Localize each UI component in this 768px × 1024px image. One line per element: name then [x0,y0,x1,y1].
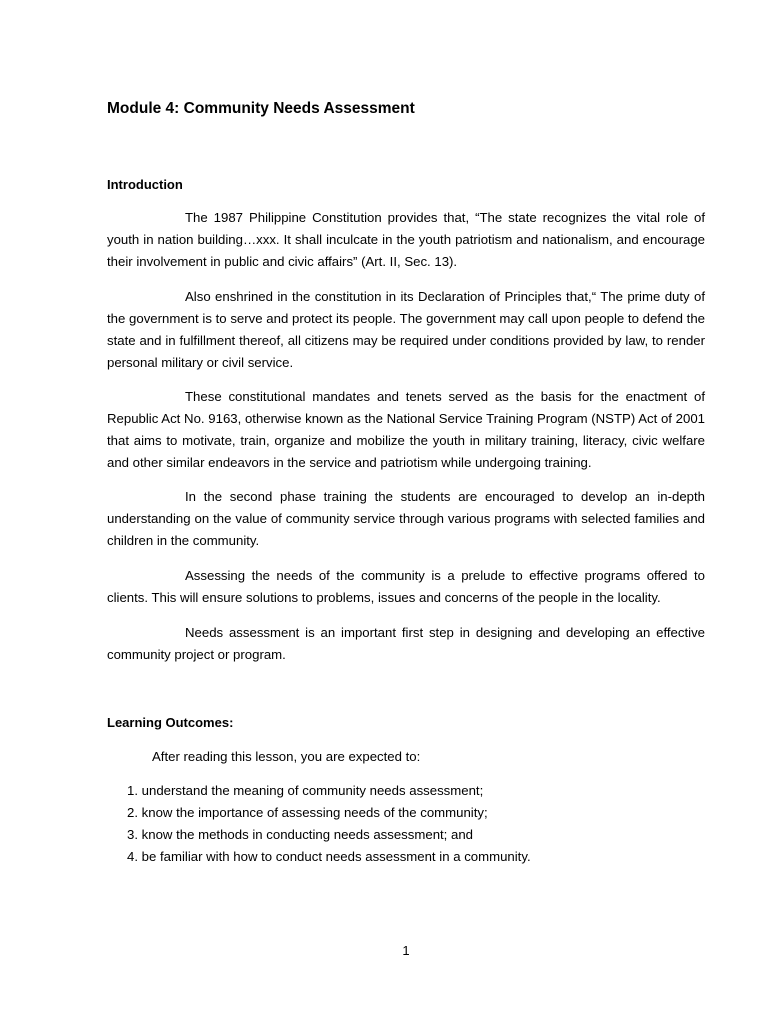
intro-paragraph: Needs assessment is an important first step in designing and developing an effective community project or program. [107,625,705,662]
learning-outcomes-lead: After reading this lesson, you are expected to: [152,749,421,764]
introduction-heading: Introduction [107,177,183,192]
list-item: 1. understand the meaning of community needs assessment; [127,783,484,798]
intro-paragraph: These constitutional mandates and tenets served as the basis for the enactment of Republic Act No. 9163, otherwise known as the National Service Training Program (NSTP) Act of 2001 that aims to motivate, train, organize and mobilize the youth in military training, literacy, civic welfare and other similar endeavors in the service and patriotism while undergoing training. [107,389,705,470]
list-item: 4. be familiar with how to conduct needs assessment in a community. [127,849,531,864]
module-title: Module 4: Community Needs Assessment [107,100,415,117]
list-item: 2. know the importance of assessing needs of the community; [127,805,488,820]
intro-paragraph: In the second phase training the students are encouraged to develop an in-depth understanding on the value of community service through various programs with selected families and children in the community. [107,489,705,548]
list-item: 3. know the methods in conducting needs assessment; and [127,827,474,842]
learning-outcomes-list [127,780,531,868]
intro-paragraph: Assessing the needs of the community is a prelude to effective programs offered to clients. This will ensure solutions to problems, issues and concerns of the people in the locality. [107,568,705,605]
intro-paragraph: Also enshrined in the constitution in its Declaration of Principles that,“ The prime duty of the government is to serve and protect its people. The government may call upon people to defend the state and in fulfillment thereof, all citizens may be required under conditions provided by law, to render personal military or civil service. [107,289,705,370]
page-number: 1 [402,943,410,958]
intro-paragraph: The 1987 Philippine Constitution provides that, “The state recognizes the vital role of youth in nation building…xxx. It shall inculcate in the youth patriotism and nationalism, and encourage their involvement in public and civic affairs” (Art. II, Sec. 13). [107,210,705,269]
learning-outcomes-heading: Learning Outcomes: [107,715,234,730]
